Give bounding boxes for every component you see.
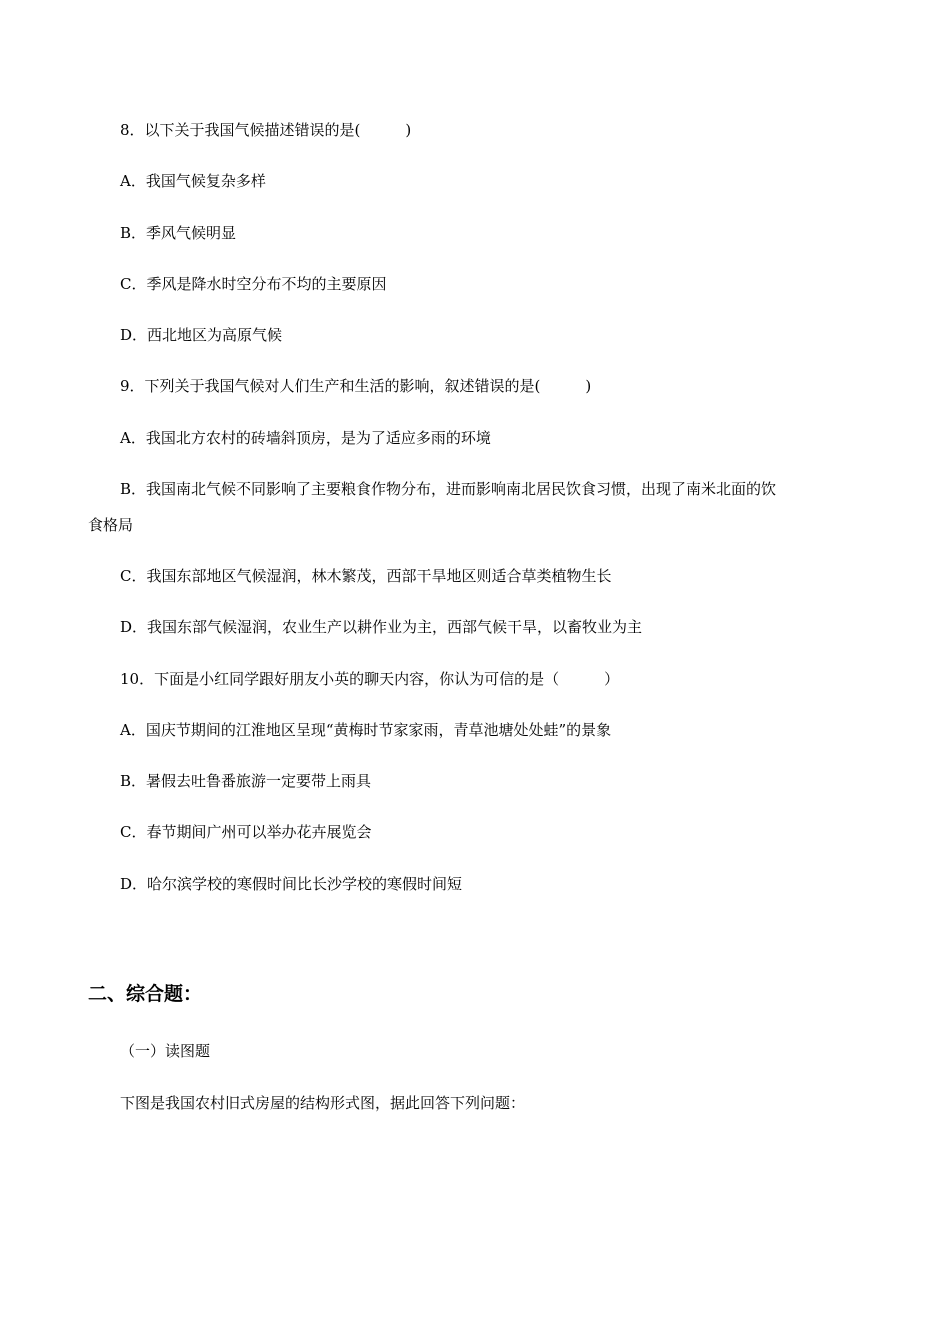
question-9-option-b-continued: 食格局 xyxy=(88,516,134,534)
question-10-option-a: A．国庆节期间的江淮地区呈现“黄梅时节家家雨，青草池塘处处蛙”的景象 xyxy=(120,721,612,739)
section-intro: 下图是我国农村旧式房屋的结构形式图，据此回答下列问题： xyxy=(120,1094,526,1112)
question-10-stem: 10．下面是小红同学跟好朋友小英的聊天内容，你认为可信的是（ ） xyxy=(120,670,620,688)
question-8-option-a: A．我国气候复杂多样 xyxy=(120,172,266,190)
question-8-option-b: B．季风气候明显 xyxy=(120,224,237,242)
question-8-stem: 8．以下关于我国气候描述错误的是( ) xyxy=(120,121,412,139)
question-10-option-c: C．春节期间广州可以举办花卉展览会 xyxy=(120,823,372,841)
question-9-option-d: D．我国东部气候湿润，农业生产以耕作业为主，西部气候干旱，以畜牧业为主 xyxy=(120,618,643,636)
question-9-option-c: C．我国东部地区气候湿润，林木繁茂，西部干旱地区则适合草类植物生长 xyxy=(120,567,612,585)
question-9-option-b: B．我国南北气候不同影响了主要粮食作物分布，进而影响南北居民饮食习惯，出现了南米北面的饮 xyxy=(120,480,777,498)
question-8-option-d: D．西北地区为高原气候 xyxy=(120,326,283,344)
question-8-option-c: C．季风是降水时空分布不均的主要原因 xyxy=(120,275,387,293)
question-10-option-b: B．暑假去吐鲁番旅游一定要带上雨具 xyxy=(120,772,372,790)
section-subtitle: （一）读图题 xyxy=(120,1042,211,1060)
question-9-option-a: A．我国北方农村的砖墙斜顶房，是为了适应多雨的环境 xyxy=(120,429,491,447)
question-9-stem: 9．下列关于我国气候对人们生产和生活的影响，叙述错误的是( ) xyxy=(120,377,592,395)
section-title: 二、综合题： xyxy=(88,983,203,1005)
question-10-option-d: D．哈尔滨学校的寒假时间比长沙学校的寒假时间短 xyxy=(120,875,463,893)
